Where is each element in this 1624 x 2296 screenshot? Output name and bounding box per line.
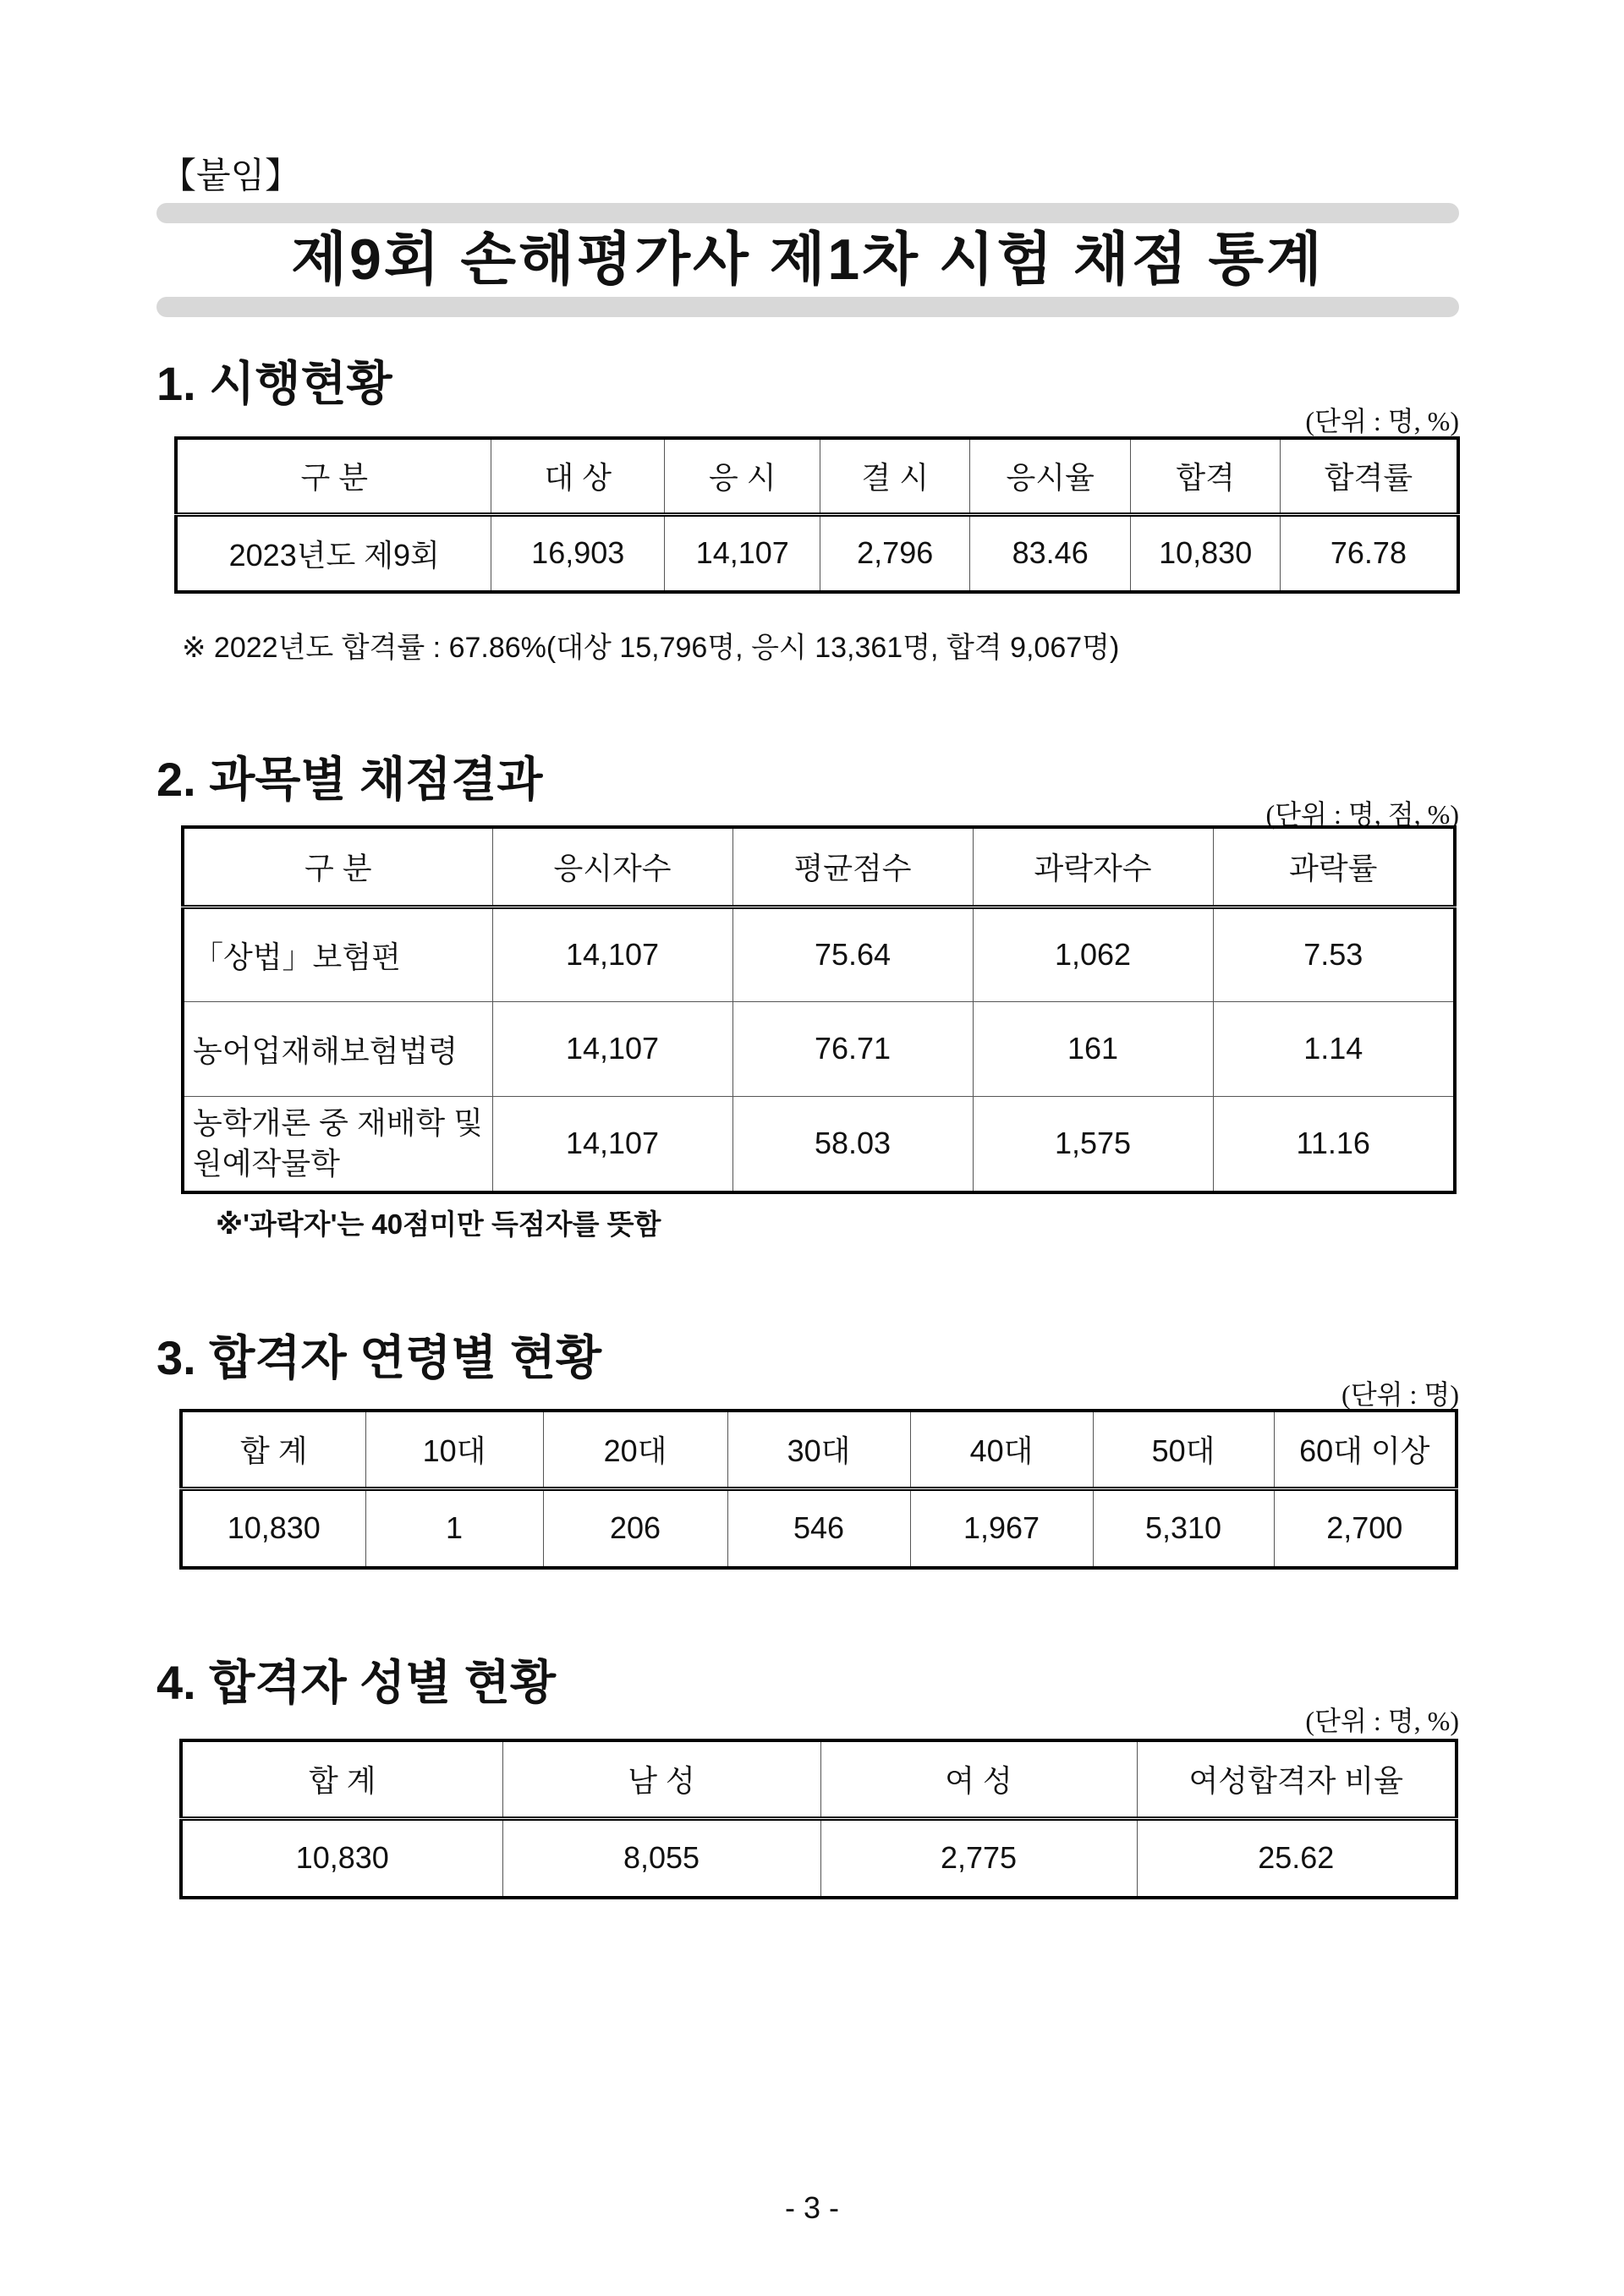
header-cell: 30대: [727, 1411, 910, 1488]
table-row: [176, 514, 1458, 592]
table-cell: 농어업재해보험법령: [183, 1001, 492, 1096]
header-cell: 구 분: [183, 827, 492, 907]
header-cell: 합격: [1131, 438, 1280, 514]
section-1-table: [174, 436, 1460, 594]
header-cell: 합 계: [181, 1411, 365, 1488]
table-cell: 10,830: [181, 1818, 502, 1898]
page-title: 제9회 손해평가사 제1차 시험 채점 통계: [291, 227, 1325, 292]
section-1-heading: 1. 시행현황: [156, 357, 392, 410]
table-cell: 161: [973, 1001, 1213, 1096]
table-cell: 2,796: [820, 514, 969, 592]
table-cell: 14,107: [492, 1001, 732, 1096]
attachment-label: 【붙임】: [161, 157, 301, 196]
table-cell: 2,700: [1274, 1488, 1457, 1568]
header-cell: 50대: [1093, 1411, 1274, 1488]
section-1-note: ※ 2022년도 합격률 : 67.86%(대상 15,796명, 응시 13,361명, 합격 9,067명): [182, 632, 1120, 664]
section-4-unit: (단위 : 명, %): [1305, 1706, 1459, 1736]
header-cell: 20대: [543, 1411, 727, 1488]
table-cell: 1: [365, 1488, 543, 1568]
table-cell: 14,107: [665, 514, 820, 592]
table-cell: 16,903: [491, 514, 665, 592]
table-cell: 1,967: [910, 1488, 1093, 1568]
table-row: [183, 1096, 1455, 1192]
page-number: - 3 -: [784, 2190, 839, 2225]
table-cell: 「상법」보험편: [183, 907, 492, 1001]
header-cell: 응시자수: [492, 827, 732, 907]
table-header-row: [183, 827, 1455, 907]
table-cell: 76.78: [1280, 514, 1458, 592]
table-cell: 농학개론 중 재배학 및 원예작물학: [183, 1096, 492, 1192]
section-3-heading: 3. 합격자 연령별 현황: [156, 1331, 602, 1384]
header-cell: 10대: [365, 1411, 543, 1488]
table-cell: 546: [727, 1488, 910, 1568]
table-cell: 8,055: [502, 1818, 820, 1898]
table-cell: 2023년도 제9회: [176, 514, 491, 592]
header-cell: 여성합격자 비율: [1137, 1740, 1457, 1818]
header-cell: 여 성: [820, 1740, 1137, 1818]
table-cell: 58.03: [732, 1096, 973, 1192]
section-2-note: ※'과락자'는 40점미만 득점자를 뜻함: [216, 1208, 661, 1240]
section-3-table: [179, 1409, 1458, 1570]
section-2-heading: 2. 과목별 채점결과: [156, 753, 543, 806]
title-band: [156, 203, 1459, 317]
table-header-row: [176, 438, 1458, 514]
table-cell: 83.46: [969, 514, 1131, 592]
header-cell: 60대 이상: [1274, 1411, 1457, 1488]
section-4-table: [179, 1739, 1458, 1899]
header-cell: 구 분: [176, 438, 491, 514]
header-cell: 과락자수: [973, 827, 1213, 907]
header-cell: 남 성: [502, 1740, 820, 1818]
header-cell: 합 계: [181, 1740, 502, 1818]
table-cell: 76.71: [732, 1001, 973, 1096]
table-cell: 10,830: [181, 1488, 365, 1568]
section-1-unit: (단위 : 명, %): [1305, 406, 1459, 436]
header-cell: 결 시: [820, 438, 969, 514]
table-cell: 1,575: [973, 1096, 1213, 1192]
table-row: [183, 1001, 1455, 1096]
table-cell: 2,775: [820, 1818, 1137, 1898]
header-cell: 대 상: [491, 438, 665, 514]
table-cell: 1.14: [1213, 1001, 1455, 1096]
table-row: [183, 907, 1455, 1001]
header-cell: 합격률: [1280, 438, 1458, 514]
table-cell: 7.53: [1213, 907, 1455, 1001]
table-cell: 11.16: [1213, 1096, 1455, 1192]
table-cell: 25.62: [1137, 1818, 1457, 1898]
header-cell: 40대: [910, 1411, 1093, 1488]
table-header-row: [181, 1740, 1457, 1818]
table-header-row: [181, 1411, 1457, 1488]
table-cell: 10,830: [1131, 514, 1280, 592]
table-cell: 14,107: [492, 907, 732, 1001]
table-cell: 206: [543, 1488, 727, 1568]
title-bar-bottom: [156, 297, 1459, 317]
header-cell: 응시율: [969, 438, 1131, 514]
section-3-unit: (단위 : 명): [1341, 1379, 1459, 1410]
table-cell: 5,310: [1093, 1488, 1274, 1568]
title-bar-top: [156, 203, 1459, 223]
table-cell: 75.64: [732, 907, 973, 1001]
header-cell: 과락률: [1213, 827, 1455, 907]
header-cell: 응 시: [665, 438, 820, 514]
table-row: [181, 1818, 1457, 1898]
table-row: [181, 1488, 1457, 1568]
table-cell: 1,062: [973, 907, 1213, 1001]
section-2-table: [181, 825, 1457, 1194]
section-2-unit: (단위 : 명, 점, %): [1265, 799, 1459, 830]
header-cell: 평균점수: [732, 827, 973, 907]
section-4-heading: 4. 합격자 성별 현황: [156, 1656, 557, 1709]
table-cell: 14,107: [492, 1096, 732, 1192]
